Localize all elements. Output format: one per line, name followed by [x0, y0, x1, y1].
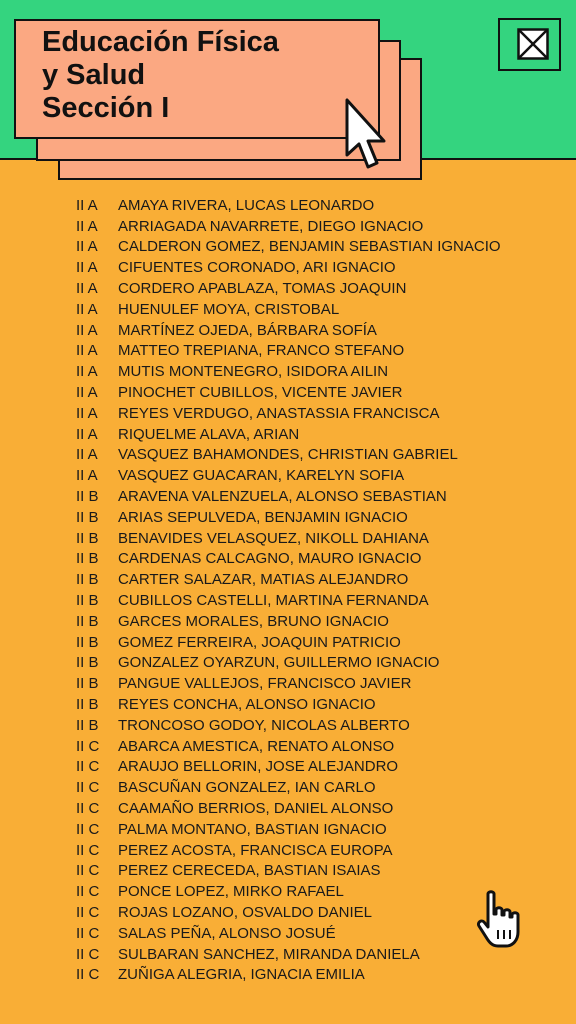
- student-name: VASQUEZ BAHAMONDES, CHRISTIAN GABRIEL: [118, 446, 458, 464]
- student-name: RIQUELME ALAVA, ARIAN: [118, 425, 300, 443]
- student-name: CALDERON GOMEZ, BENJAMIN SEBASTIAN IGNACIO: [118, 238, 501, 256]
- student-course: II A: [76, 217, 98, 235]
- student-course: II B: [76, 716, 99, 734]
- student-name: PINOCHET CUBILLOS, VICENTE JAVIER: [118, 384, 403, 402]
- student-course: II C: [76, 903, 100, 921]
- list-item: [76, 341, 556, 362]
- student-name: MATTEO TREPIANA, FRANCO STEFANO: [118, 342, 405, 360]
- list-item: [76, 486, 556, 507]
- student-name: ARIAS SEPULVEDA, BENJAMIN IGNACIO: [118, 508, 408, 526]
- student-name: PANGUE VALLEJOS, FRANCISCO JAVIER: [118, 675, 412, 693]
- list-item: [76, 299, 556, 320]
- list-item: [76, 528, 556, 549]
- list-item: [76, 278, 556, 299]
- student-course: II A: [76, 467, 98, 485]
- student-course: II A: [76, 446, 98, 464]
- title-line-1: Educación Física: [42, 26, 279, 58]
- list-item: [76, 569, 556, 590]
- student-name: PEREZ ACOSTA, FRANCISCA EUROPA: [118, 841, 393, 859]
- student-course: II C: [76, 924, 100, 942]
- student-course: II C: [76, 862, 100, 880]
- student-course: II A: [76, 259, 98, 277]
- list-item: [76, 320, 556, 341]
- student-course: II B: [76, 612, 99, 630]
- list-item: [76, 403, 556, 424]
- student-course: II B: [76, 508, 99, 526]
- student-course: II A: [76, 280, 98, 298]
- page-title: [42, 26, 362, 125]
- student-name: VASQUEZ GUACARAN, KARELYN SOFIA: [118, 467, 405, 485]
- student-name: GARCES MORALES, BRUNO IGNACIO: [118, 612, 389, 630]
- student-name: CORDERO APABLAZA, TOMAS JOAQUIN: [118, 280, 407, 298]
- student-name: BASCUÑAN GONZALEZ, IAN CARLO: [118, 779, 376, 797]
- student-course: II B: [76, 675, 99, 693]
- student-name: TRONCOSO GODOY, NICOLAS ALBERTO: [118, 716, 410, 734]
- list-item: [76, 653, 556, 674]
- student-name: ABARCA AMESTICA, RENATO ALONSO: [118, 737, 395, 755]
- list-item: [76, 590, 556, 611]
- student-name: CIFUENTES CORONADO, ARI IGNACIO: [118, 259, 396, 277]
- student-course: II C: [76, 779, 100, 797]
- close-button[interactable]: [498, 18, 561, 71]
- student-name: ZUÑIGA ALEGRIA, IGNACIA EMILIA: [118, 966, 365, 984]
- list-item: [76, 798, 556, 819]
- list-item: [76, 611, 556, 632]
- list-item: [76, 237, 556, 258]
- list-item: [76, 549, 556, 570]
- student-name: SALAS PEÑA, ALONSO JOSUÉ: [118, 924, 336, 942]
- student-name: REYES CONCHA, ALONSO IGNACIO: [118, 696, 376, 714]
- student-course: II C: [76, 945, 100, 963]
- list-item: [76, 445, 556, 466]
- list-item: [76, 840, 556, 861]
- student-name: AMAYA RIVERA, LUCAS LEONARDO: [118, 196, 375, 214]
- student-name: BENAVIDES VELASQUEZ, NIKOLL DAHIANA: [118, 529, 429, 547]
- student-name: CUBILLOS CASTELLI, MARTINA FERNANDA: [118, 592, 429, 610]
- list-item: [76, 216, 556, 237]
- student-name: ROJAS LOZANO, OSVALDO DANIEL: [118, 903, 372, 921]
- student-course: II A: [76, 342, 98, 360]
- student-name: ARRIAGADA NAVARRETE, DIEGO IGNACIO: [118, 217, 424, 235]
- list-item: [76, 736, 556, 757]
- list-item: [76, 964, 556, 985]
- student-course: II A: [76, 384, 98, 402]
- student-course: II B: [76, 633, 99, 651]
- student-course: II B: [76, 488, 99, 506]
- title-line-3: Sección I: [42, 92, 170, 124]
- list-item: [76, 507, 556, 528]
- list-item: [76, 382, 556, 403]
- student-course: II C: [76, 966, 100, 984]
- student-name: PONCE LOPEZ, MIRKO RAFAEL: [118, 883, 344, 901]
- student-course: II C: [76, 820, 100, 838]
- student-name: CAAMAÑO BERRIOS, DANIEL ALONSO: [118, 800, 394, 817]
- student-course: II B: [76, 550, 99, 568]
- student-name: ARAUJO BELLORIN, JOSE ALEJANDRO: [118, 758, 399, 776]
- student-name: MUTIS MONTENEGRO, ISIDORA AILIN: [118, 363, 389, 381]
- close-icon: [517, 28, 549, 60]
- student-name: ARAVENA VALENZUELA, ALONSO SEBASTIAN: [118, 488, 447, 506]
- student-course: II A: [76, 196, 98, 214]
- student-course: II B: [76, 571, 99, 589]
- student-name: HUENULEF MOYA, CRISTOBAL: [118, 300, 340, 318]
- list-item: [76, 715, 556, 736]
- student-course: II A: [76, 300, 98, 318]
- title-line-2: y Salud: [42, 59, 146, 91]
- student-name: CARDENAS CALCAGNO, MAURO IGNACIO: [118, 550, 422, 568]
- list-item: [76, 424, 556, 445]
- list-item: [76, 861, 556, 882]
- student-course: II B: [76, 529, 99, 547]
- student-name: PEREZ CERECEDA, BASTIAN ISAIAS: [118, 862, 381, 880]
- student-course: II A: [76, 404, 98, 422]
- student-course: II A: [76, 321, 98, 339]
- student-course: II C: [76, 800, 100, 817]
- list-item: [76, 673, 556, 694]
- student-course: II A: [76, 363, 98, 381]
- student-name: CARTER SALAZAR, MATIAS ALEJANDRO: [118, 571, 409, 589]
- student-course: II C: [76, 737, 100, 755]
- list-item: [76, 465, 556, 486]
- student-course: II B: [76, 592, 99, 610]
- list-item: [76, 257, 556, 278]
- student-name: REYES VERDUGO, ANASTASSIA FRANCISCA: [118, 404, 440, 422]
- student-name: MARTÍNEZ OJEDA, BÁRBARA SOFÍA: [118, 321, 377, 339]
- list-item: [76, 361, 556, 382]
- arrow-cursor-icon: [344, 97, 392, 177]
- student-course: II C: [76, 841, 100, 859]
- student-course: II A: [76, 425, 98, 443]
- student-name: GONZALEZ OYARZUN, GUILLERMO IGNACIO: [118, 654, 440, 672]
- student-name: GOMEZ FERREIRA, JOAQUIN PATRICIO: [118, 633, 401, 651]
- list-item: [76, 694, 556, 715]
- student-course: II A: [76, 238, 98, 256]
- student-course: II B: [76, 696, 99, 714]
- student-list: [76, 195, 556, 985]
- list-item: [76, 195, 556, 216]
- student-course: II C: [76, 758, 100, 776]
- student-name: PALMA MONTANO, BASTIAN IGNACIO: [118, 820, 387, 838]
- student-course: II C: [76, 883, 100, 901]
- student-name: SULBARAN SANCHEZ, MIRANDA DANIELA: [118, 945, 420, 963]
- list-item: [76, 757, 556, 778]
- list-item: [76, 819, 556, 840]
- student-course: II B: [76, 654, 99, 672]
- list-item: [76, 777, 556, 798]
- hand-pointer-icon: [476, 890, 522, 950]
- list-item: [76, 632, 556, 653]
